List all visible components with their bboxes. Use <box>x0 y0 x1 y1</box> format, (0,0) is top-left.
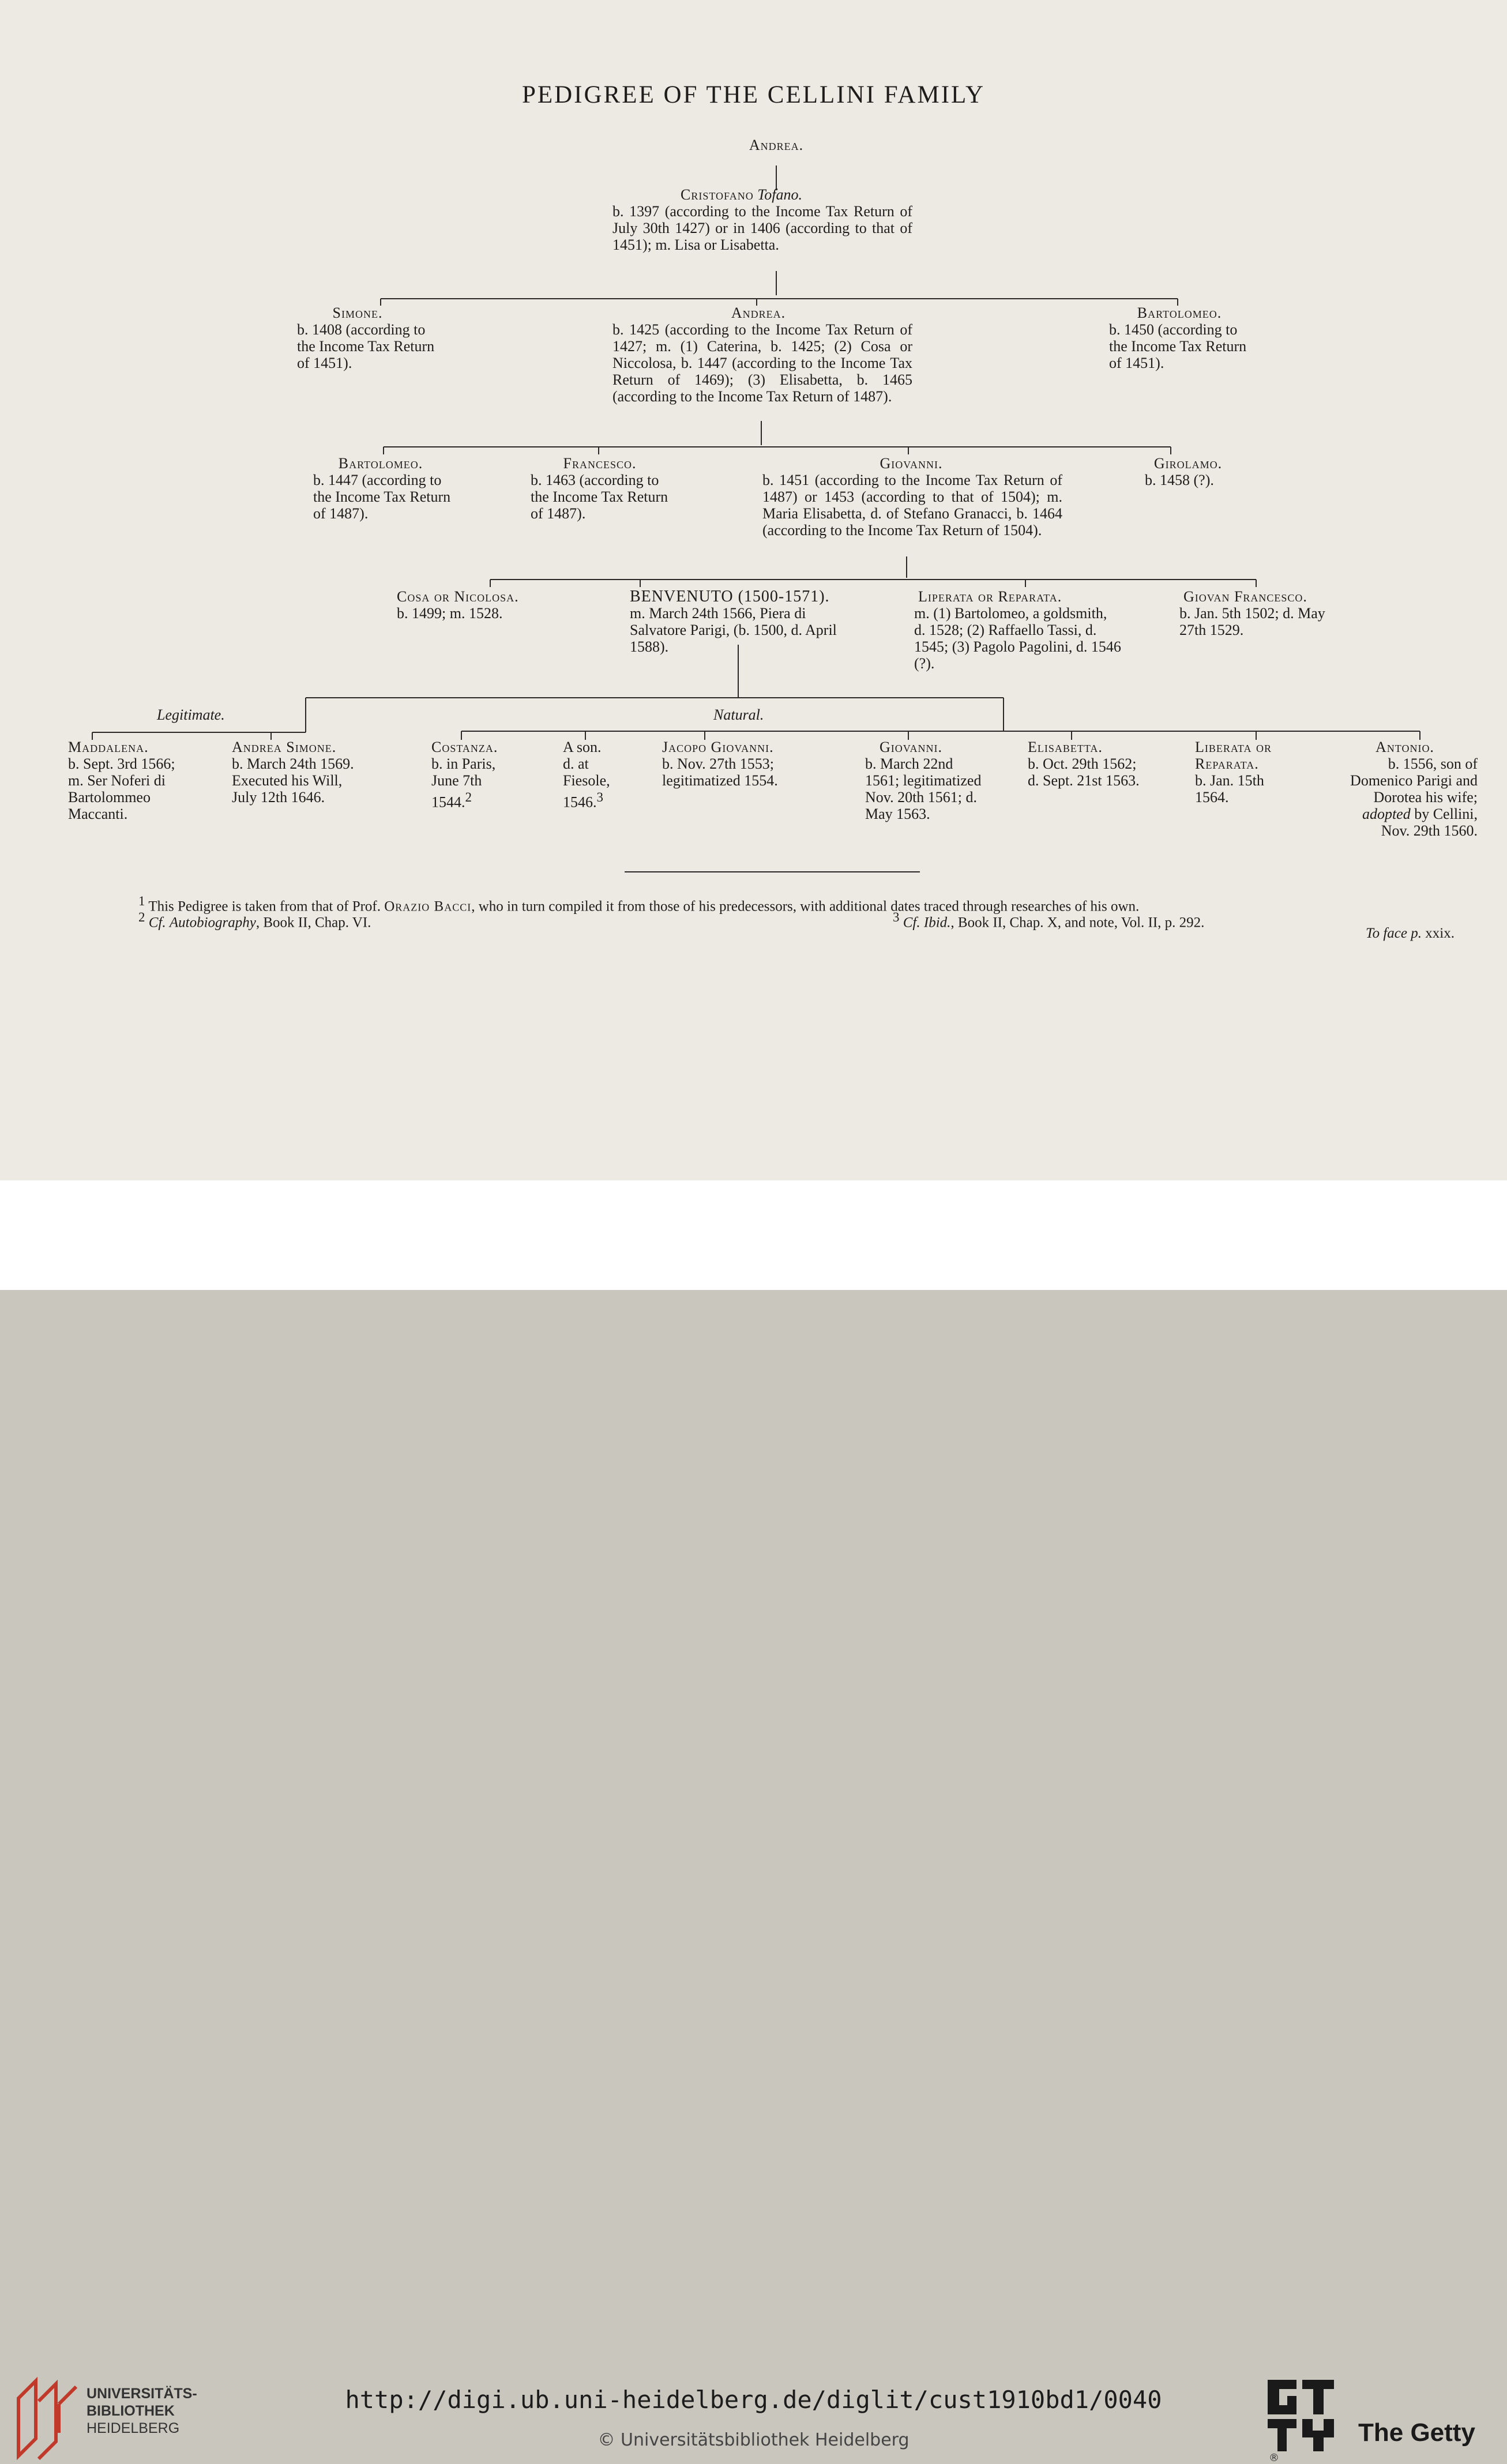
antonio-text-a: b. 1556, son of Domenico Parigi and Dorotea his wife; <box>1350 755 1478 806</box>
giovan-francesco-name: Giovan Francesco. <box>1183 588 1307 605</box>
elisabetta-details: b. Oct. 29th 1562; d. Sept. 21st 1563. <box>1028 755 1140 789</box>
giovanni-gen4-details: b. 1451 (according to the Income Tax Return of 1487) or 1453 (according to that of 1504); m. Maria Elisabetta, d. of Stefano Granacci, b. 1464 (according to the Income Tax Return of 1504). <box>762 472 1062 539</box>
francesco-details: b. 1463 (according to the Income Tax Return of 1487). <box>531 472 668 522</box>
andrea-gen1-name: Andrea. <box>749 137 804 153</box>
maddalena-name: Maddalena. <box>68 739 149 755</box>
footnote-1-number: 1 <box>138 894 145 908</box>
book-page <box>0 0 1507 1180</box>
cosa-details: b. 1499; m. 1528. <box>397 605 503 622</box>
jacopo-details: b. Nov. 27th 1553; legitimatized 1554. <box>662 755 778 789</box>
footnote-3-cf: Cf. <box>903 915 920 931</box>
footnote-3 <box>893 909 1204 931</box>
footnote-3-ibid: Ibid. <box>923 915 951 931</box>
antonio-details <box>1338 755 1478 839</box>
costanza-name: Costanza. <box>431 739 498 755</box>
natural-label: Natural. <box>713 706 764 723</box>
to-face-page <box>1366 925 1455 942</box>
costanza-details <box>431 755 524 811</box>
registered-mark: ® <box>1269 2452 1279 2464</box>
footnote-2-cf: Cf. <box>148 915 166 931</box>
antonio-adopted: adopted <box>1362 806 1411 822</box>
antonio-text-b: by Cellini, Nov. 29th 1560. <box>1381 806 1478 839</box>
to-face-p: p. <box>1411 926 1422 941</box>
bartolomeo-gen4-name: Bartolomeo. <box>338 455 423 472</box>
giovanni-gen4-name: Giovanni. <box>880 455 943 472</box>
andrea-simone-details: b. March 24th 1569. Executed his Will, July 12th 1646. <box>232 755 354 806</box>
antonio-name: Antonio. <box>1376 739 1434 755</box>
page-title: PEDIGREE OF THE CELLINI FAMILY <box>521 81 986 108</box>
ason-text: d. at Fiesole, 1546. <box>563 755 610 811</box>
francesco-name: Francesco. <box>563 455 637 472</box>
giovanni-gen6-details: b. March 22nd 1561; legitimatized Nov. 20th 1561; d. May 1563. <box>865 755 982 822</box>
liperata-name: Liperata or Reparata. <box>918 588 1062 605</box>
to-face-label: To face <box>1366 926 1407 941</box>
giovanni-gen6-name: Giovanni. <box>880 739 942 755</box>
library-name-line2: BIBLIOTHEK <box>87 2403 175 2419</box>
elisabetta-name: Elisabetta. <box>1028 739 1103 755</box>
bartolomeo-gen3-details: b. 1450 (according to the Income Tax Return of 1451). <box>1109 321 1247 371</box>
ason-name: A son. <box>563 739 602 755</box>
cristofano-name-line <box>681 186 802 203</box>
jacopo-name: Jacopo Giovanni. <box>662 739 774 755</box>
library-name-line1: UNIVERSITÄTS- <box>87 2386 197 2402</box>
footnote-2-work: Autobiography <box>169 915 256 931</box>
cristofano-name: Cristofano <box>681 186 754 203</box>
bartolomeo-gen4-details: b. 1447 (according to the Income Tax Return of 1487). <box>313 472 451 522</box>
costanza-footnote-marker: 2 <box>465 790 472 804</box>
simone-details: b. 1408 (according to the Income Tax Return of 1451). <box>297 321 435 371</box>
legitimate-label: Legitimate. <box>157 706 225 723</box>
permalink-url[interactable]: http://digi.ub.uni-heidelberg.de/diglit/cust1910bd1/0040 <box>345 2386 1162 2414</box>
girolamo-name: Girolamo. <box>1153 455 1223 472</box>
footnote-1-author: Orazio Bacci <box>384 898 472 915</box>
getty-name: The Getty <box>1358 2418 1475 2447</box>
getty-logo-icon <box>1268 2380 1334 2452</box>
footnote-2-rest: , Book II, Chap. VI. <box>255 915 371 931</box>
bartolomeo-gen3-name: Bartolomeo. <box>1137 304 1222 321</box>
girolamo-details: b. 1458 (?). <box>1145 472 1214 488</box>
footnote-3-number: 3 <box>893 910 900 924</box>
footnote-3-rest: , Book II, Chap. X, and note, Vol. II, p. 292. <box>950 915 1205 931</box>
ason-details <box>563 755 638 811</box>
liberata-name: Liberata or Reparata. <box>1195 739 1272 772</box>
maddalena-details: b. Sept. 3rd 1566; m. Ser Noferi di Bartolommeo Maccanti. <box>68 755 175 822</box>
benvenuto-name: BENVENUTO (1500-1571). <box>630 588 830 605</box>
benvenuto-details: m. March 24th 1566, Piera di Salvatore Parigi, (b. 1500, d. April 1588). <box>630 605 837 655</box>
copyright-notice: © Universitätsbibliothek Heidelberg <box>597 2430 910 2450</box>
andrea-simone-name: Andrea Simone. <box>232 739 337 755</box>
viewer-footer <box>0 1180 1507 2464</box>
cristofano-alias: Tofano. <box>757 186 802 203</box>
footnote-1-text-a: This Pedigree is taken from that of Prof. <box>148 898 381 915</box>
liberata-details: b. Jan. 15th 1564. <box>1195 772 1264 806</box>
costanza-text: b. in Paris, June 7th 1544. <box>431 755 496 811</box>
to-face-number: xxix. <box>1425 926 1455 941</box>
giovan-francesco-details: b. Jan. 5th 1502; d. May 27th 1529. <box>1179 605 1325 638</box>
cosa-name: Cosa or Nicolosa. <box>397 588 519 605</box>
simone-name: Simone. <box>332 304 383 321</box>
liperata-details: m. (1) Bartolomeo, a goldsmith, d. 1528; (2) Raffaello Tassi, d. 1545; (3) Pagolo Pagolini, d. 1546 (?). <box>914 605 1121 672</box>
ason-footnote-marker: 3 <box>596 790 603 804</box>
footnote-1-text-b: , who in turn compiled it from those of his predecessors, with additional dates traced through researches of his own. <box>471 898 1140 915</box>
andrea-gen3-name: Andrea. <box>731 304 786 321</box>
footnote-2 <box>138 909 371 931</box>
footnote-2-number: 2 <box>138 910 145 924</box>
library-name-line3: HEIDELBERG <box>87 2420 180 2436</box>
andrea-gen3-details: b. 1425 (according to the Income Tax Return of 1427; m. (1) Caterina, b. 1425; (2) Cosa or Niccolosa, b. 1447 (according to the Income Tax Return of 1469); (3) Elisabetta, b. 1465 (according to the Income Tax Return of 1487). <box>612 321 912 405</box>
cristofano-details: b. 1397 (according to the Income Tax Return of July 30th 1427) or in 1406 (according to that of 1451); m. Lisa or Lisabetta. <box>612 203 912 253</box>
